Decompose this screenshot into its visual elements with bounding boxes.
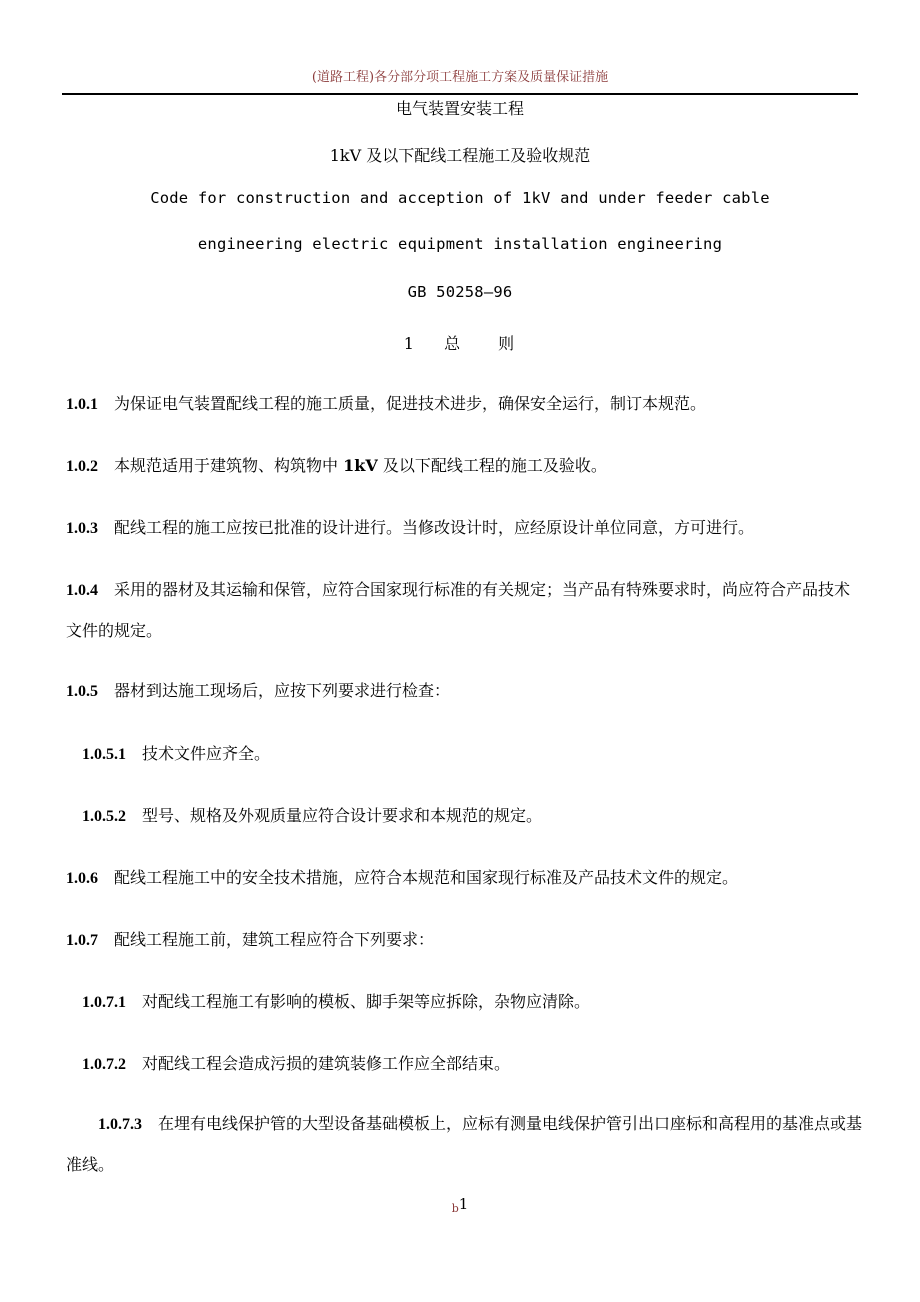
- running-header: (道路工程)各分部分项工程施工方案及质量保证措施: [311, 70, 609, 85]
- clause-number: 1.0.6: [66, 870, 98, 887]
- page-number: [0, 1195, 920, 1213]
- doc-category: 电气装置安装工程: [395, 99, 524, 118]
- standard-code: GB 50258—96: [407, 283, 513, 301]
- clause-text: 型号、规格及外观质量应符合设计要求和本规范的规定。: [142, 806, 543, 825]
- clause-1-0-2: [66, 446, 858, 487]
- clause-text: 对配线工程施工有影响的模板、脚手架等应拆除，杂物应清除。: [142, 992, 591, 1011]
- clause-number: 1.0.2: [66, 458, 98, 475]
- doc-title-en-line2: engineering electric equipment installation engineering: [197, 235, 723, 253]
- clause-1-0-7: [66, 920, 858, 961]
- clause-1-0-7-2: [82, 1044, 858, 1085]
- clause-number: 1.0.4: [66, 582, 98, 599]
- clause-1-0-5: [66, 671, 858, 712]
- clause-number: 1.0.7: [66, 932, 98, 949]
- doc-title-en-line1: Code for construction and acception of 1kV and under feeder cable: [150, 189, 770, 207]
- clause-text: 及以下配线工程的施工及验收。: [377, 456, 607, 475]
- header-divider: [62, 93, 858, 95]
- clause-number: 1.0.3: [66, 520, 98, 537]
- clause-number: 1.0.7.2: [82, 1056, 126, 1073]
- clause-number: 1.0.5.2: [82, 808, 126, 825]
- clause-text: 配线工程的施工应按已批准的设计进行。当修改设计时，应经原设计单位同意，方可进行。: [114, 518, 755, 537]
- clause-1-0-7-1: [82, 982, 858, 1023]
- clause-number: 1.0.5: [66, 683, 98, 700]
- page-number-prefix: b: [451, 1202, 459, 1215]
- clause-number: 1.0.5.1: [82, 746, 126, 763]
- clause-1-0-3: [66, 508, 858, 549]
- clause-1-0-4: [66, 570, 858, 651]
- clause-number: 1.0.7.1: [82, 994, 126, 1011]
- clause-text: 在埋有电线保护管的大型设备基础模板上，应标有测量电线保护管引出口座标和高程用的基准点或基准线。: [66, 1114, 863, 1174]
- clause-text: 本规范适用于建筑物、构筑物中: [114, 456, 344, 475]
- clause-1-0-5-2: [82, 796, 858, 837]
- clause-text: 对配线工程会造成污损的建筑装修工作应全部结束。: [142, 1054, 511, 1073]
- clause-1-0-5-1: [82, 734, 858, 775]
- section-title: 总 则: [444, 334, 517, 353]
- clause-number: 1.0.7.3: [98, 1116, 142, 1133]
- clause-1-0-6: [66, 858, 858, 899]
- section-number: 1: [403, 334, 416, 353]
- page-number-value: 1: [458, 1195, 469, 1213]
- clause-number: 1.0.1: [66, 396, 98, 413]
- doc-title-cn: 1kV 及以下配线工程施工及验收规范: [329, 146, 591, 165]
- clause-text: 配线工程施工前，建筑工程应符合下列要求：: [114, 930, 435, 949]
- clause-1-0-1: [66, 384, 858, 425]
- clause-text: 配线工程施工中的安全技术措施，应符合本规范和国家现行标准及产品技术文件的规定。: [114, 868, 739, 887]
- clause-1-0-7-3: [66, 1104, 866, 1185]
- clause-text-emphasis: 1kV: [343, 456, 378, 475]
- section-heading: [0, 331, 920, 354]
- clause-text: 为保证电气装置配线工程的施工质量，促进技术进步，确保安全运行，制订本规范。: [114, 394, 707, 413]
- clause-text: 器材到达施工现场后，应按下列要求进行检查：: [114, 681, 451, 700]
- clause-text: 技术文件应齐全。: [142, 744, 271, 763]
- clause-text: 采用的器材及其运输和保管，应符合国家现行标准的有关规定；当产品有特殊要求时，尚应符合产品技术文件的规定。: [66, 580, 851, 640]
